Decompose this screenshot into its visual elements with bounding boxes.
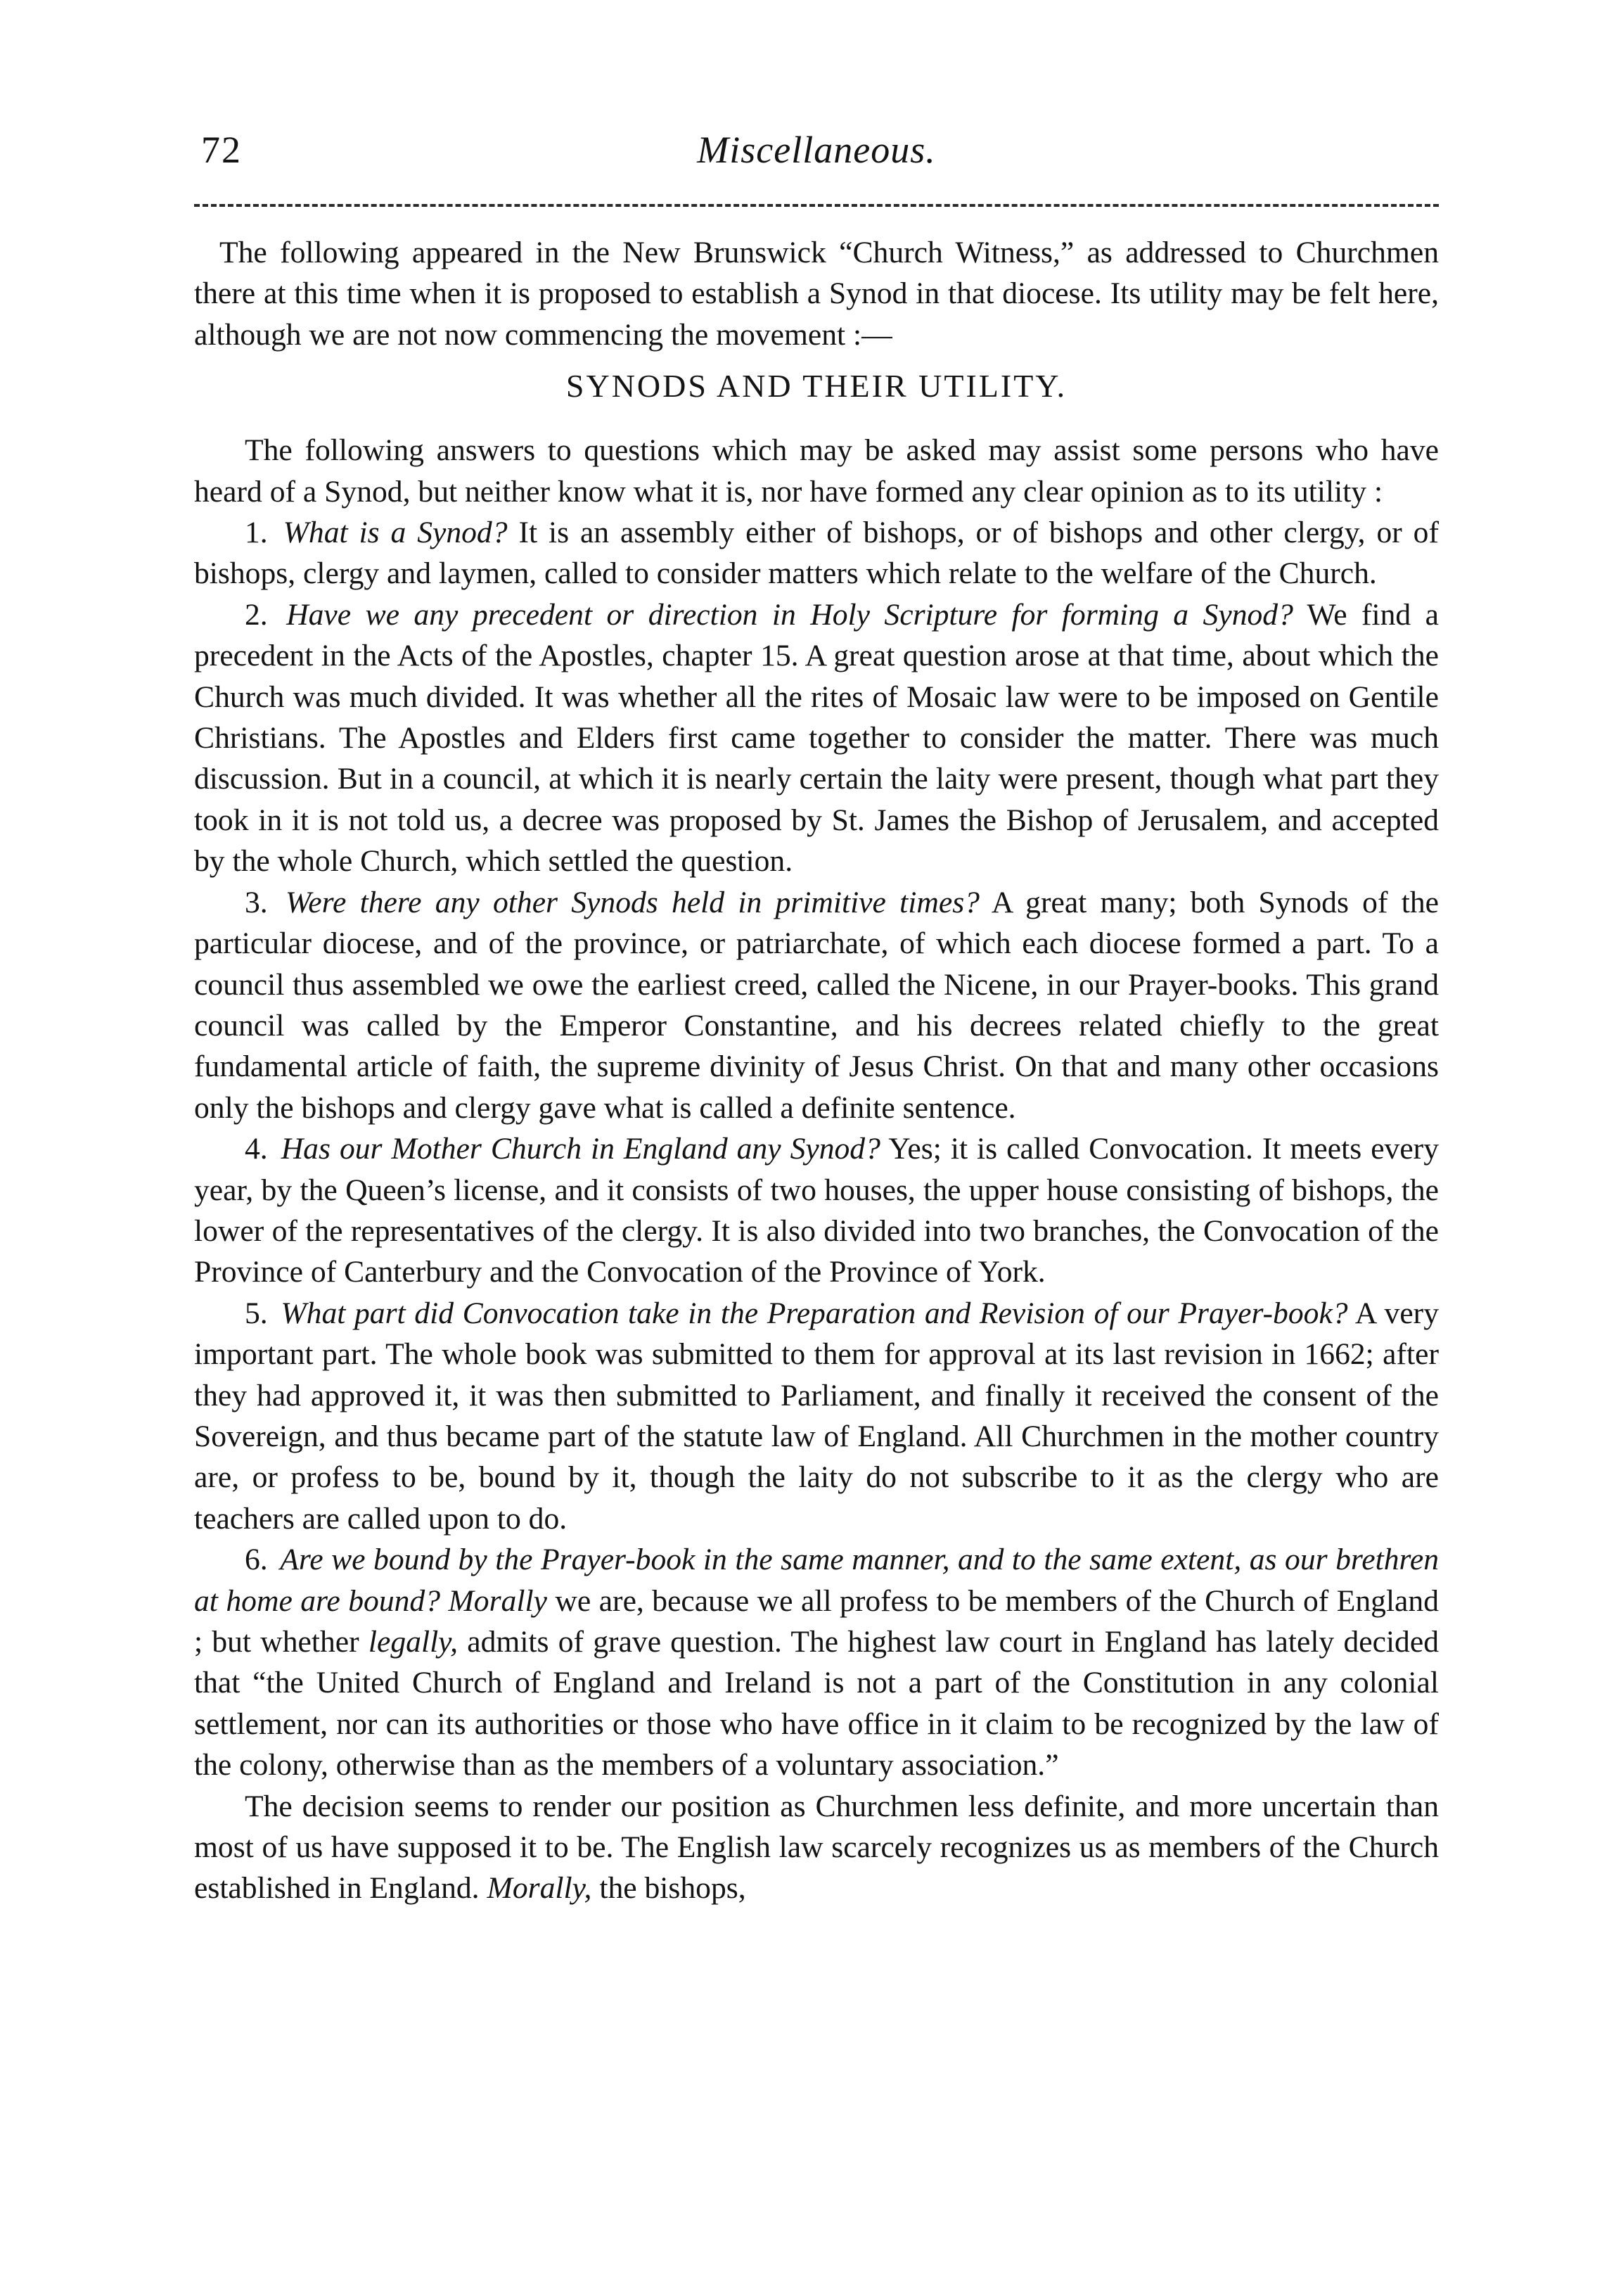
question-text: What part did Convocation take in the Preparation and Revision of our Prayer-book? bbox=[281, 1296, 1348, 1330]
emphasis-morally: Morally bbox=[448, 1583, 547, 1618]
question-number: 1. bbox=[245, 516, 268, 550]
answer-text: Yes; it is called Convocation. It meets every year, by the Queen’s license, and it consists of two houses, the upper house consisting of bishops, the lower of the representatives of the clergy. It is also divided into two branches, the Convocation of the Province of Canterbury and the Convocation of the Province of York. bbox=[194, 1132, 1439, 1289]
question-number: 2. bbox=[245, 597, 268, 632]
question-text: Are we bound by the Prayer-book in the same manner, and to the same extent, as our brethren at home are bound? bbox=[194, 1543, 1439, 1618]
closing-paragraph bbox=[194, 1786, 1439, 1909]
page-number: 72 bbox=[201, 129, 242, 171]
question-paragraph-1 bbox=[194, 512, 1439, 594]
page bbox=[194, 124, 1439, 1909]
question-paragraph-3 bbox=[194, 882, 1439, 1128]
question-paragraph-4 bbox=[194, 1128, 1439, 1293]
answer-text-continued: admits of grave question. The highest law court in England has lately decided that “the United Church of England and Ireland is not a part of the Constitution in any colonial settlement, nor can its authorities or those who have office in it claim to be recognized by the law of the colony, otherwise than as the members of a voluntary association.” bbox=[194, 1625, 1439, 1782]
answer-text: A very important part. The whole book was submitted to them for approval at its last revision in 1662; after they had approved it, it was then submitted to Parliament, and finally it received the consent of the Sovereign, and thus became part of the statute law of England. All Churchmen in the mother country are, or profess to be, bound by it, though the laity do not subscribe to it as the clergy who are teachers are called upon to do. bbox=[194, 1296, 1439, 1536]
closing-tail: the bishops, bbox=[599, 1871, 746, 1906]
header-rule bbox=[194, 204, 1439, 207]
question-number: 6. bbox=[245, 1543, 268, 1577]
article-heading: SYNODS AND THEIR UTILITY. bbox=[565, 368, 1068, 404]
running-title: Miscellaneous. bbox=[697, 129, 936, 171]
running-head bbox=[194, 124, 1439, 187]
answer-text: A great many; both Synods of the particular diocese, and of the province, or patriarchate, of which each diocese formed a part. To a council thus assembled we owe the earliest creed, called the Nicene, in our Prayer-books. This grand council was called by the Emperor Constantine, and his decrees related chiefly to the great fundamental article of faith, the supreme divinity of Jesus Christ. On that and many other occasions only the bishops and clergy gave what is called a definite sentence. bbox=[194, 885, 1439, 1125]
closing-text: The decision seems to render our position as Churchmen less definite, and more uncertain than most of us have supposed it to be. The English law scarcely recognizes us as members of the Church established in England. bbox=[194, 1789, 1439, 1906]
question-number: 3. bbox=[245, 885, 268, 919]
question-paragraph-6 bbox=[194, 1539, 1439, 1785]
answer-text: It is an assembly either of bishops, or of bishops and other clergy, or of bishops, clergy and laymen, called to consider matters which relate to the welfare of the Church. bbox=[194, 516, 1439, 591]
answer-text: we are, because we all profess to be members of the Church of England ; but whether bbox=[194, 1583, 1439, 1659]
lead-paragraph: The following answers to questions which may be asked may assist some persons who have heard of a Synod, but neither know what it is, nor have formed any clear opinion as to its utility : bbox=[194, 433, 1439, 509]
question-text: What is a Synod? bbox=[283, 516, 508, 550]
question-text: Were there any other Synods held in primitive times? bbox=[285, 885, 980, 919]
question-number: 4. bbox=[245, 1132, 268, 1166]
closing-emphasis: Morally, bbox=[487, 1871, 592, 1906]
emphasis-legally: legally, bbox=[368, 1625, 459, 1659]
answer-text: We find a precedent in the Acts of the Apostles, chapter 15. A great question arose at that time, about which the Church was much divided. It was whether all the rites of Mosaic law were to be imposed on Gentile Christians. The Apostles and Elders first came together to consider the matter. There was much discussion. But in a council, at which it is nearly certain the laity were present, though what part they took in it is not told us, a decree was proposed by St. James the Bishop of Jerusalem, and accepted by the whole Church, which settled the question. bbox=[194, 597, 1439, 879]
question-paragraph-5 bbox=[194, 1293, 1439, 1539]
question-number: 5. bbox=[245, 1296, 268, 1330]
intro-paragraph: The following appeared in the New Brunswick “Church Witness,” as addressed to Churchmen there at this time when it is proposed to establish a Synod in that diocese. Its utility may be felt here, although we are not now commencing the movement :— bbox=[194, 236, 1439, 352]
question-paragraph-2 bbox=[194, 594, 1439, 882]
question-text: Have we any precedent or direction in Holy Scripture for forming a Synod? bbox=[286, 597, 1293, 632]
question-text: Has our Mother Church in England any Synod? bbox=[281, 1132, 880, 1166]
